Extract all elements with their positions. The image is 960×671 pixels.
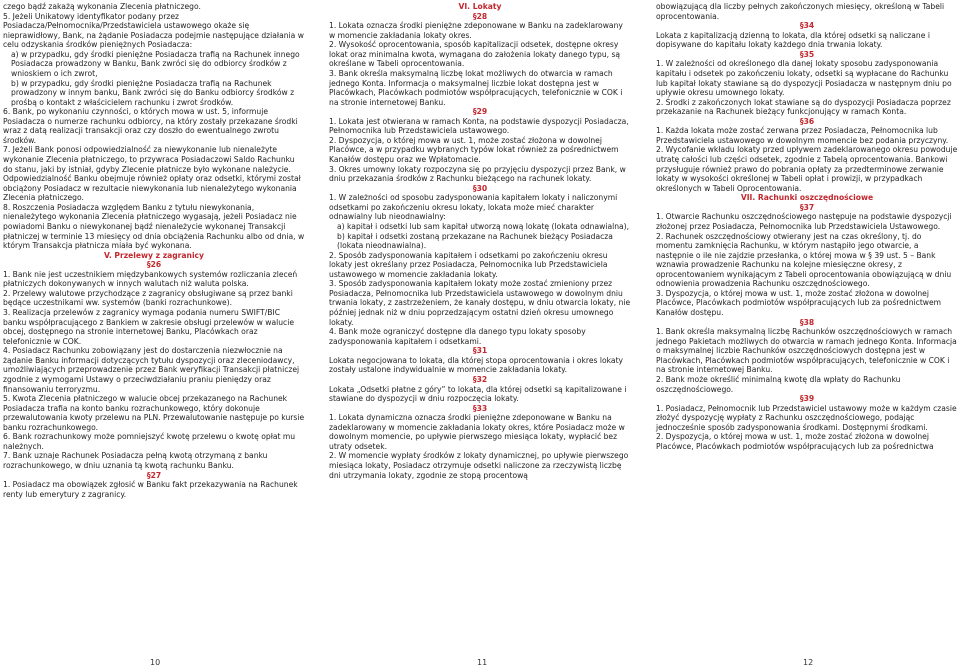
paragraph: 3. Dyspozycja, o której mowa w ust. 1, może zostać złożona w dowolnej Placówce, Placówkach podmiotów współpracujących lub za pośrednictwem Kanałów dostępu. bbox=[656, 288, 942, 317]
article-number: §29 bbox=[472, 107, 488, 117]
paragraph: 1. Posiadacz, Pełnomocnik lub Przedstawiciel ustawowy może w każdym czasie złożyć dyspozycję wypłaty z Rachunku oszczędnościowego, podając jednocześnie sposób zadysponowania środkami. Dostępnymi środkami. bbox=[656, 403, 957, 432]
paragraph: 1. Bank określa maksymalną liczbę Rachunków oszczędnościowych w ramach jednego Pakietach możliwych do otwarcia w ramach jednego Konta. Informacja o maksymalnej liczbie Rachunków oszczędnościowych dostępna jest w Placówkach, Placówkach podmiotów współpracujących, telefonicznie w COK i na stronie internetowej Banku. bbox=[656, 327, 957, 375]
paragraph: 1. Lokata dynamiczna oznacza środki pieniężne zdeponowane w Banku na zadeklarowany w momencie zakładania lokaty okres, które Posiadacz może w dowolnym momencie, po upływie pierwszego miesiąca lokaty, wypłacić bez utraty odsetek. bbox=[329, 413, 625, 451]
paragraph: 2. Dyspozycja, o której mowa w ust. 1, może zostać złożona w dowolnej Placówce, a w przypadku wybranych typów lokat również za pośrednictwem Kanałów dostępu oraz we Wpłatomacie. bbox=[329, 135, 619, 164]
paragraph: Lokata „Odsetki płatne z góry” to lokata, dla której odsetki są kapitalizowane i stawiane do dyspozycji w dniu rozpoczęcia lokaty. bbox=[329, 384, 627, 404]
article-number: §33 bbox=[472, 403, 488, 413]
paragraph: 1. Lokata jest otwierana w ramach Konta, na podstawie dyspozycji Posiadacza, Pełnomocnika lub Przedstawiciela ustawowego. bbox=[329, 116, 629, 136]
paragraph: 5. Kwota Zlecenia płatniczego w walucie obcej przekazanego na Rachunek Posiadacza trafia na konto banku rozrachunkowego, który dokonuje przewalutowania kwoty przelewu na PLN. Przewalutowanie następuje po kursie banku rozrachunkowego. bbox=[3, 394, 305, 432]
paragraph: 3. Okres umowny lokaty rozpoczyna się po przyjęciu dyspozycji przez Bank, w dniu przekazania środków z Rachunku bieżącego na rachunek lokaty. bbox=[329, 164, 626, 184]
paragraph: 1. W zależności od sposobu zadysponowania kapitałem lokaty i naliczonymi odsetkami po zakończeniu okresu lokaty, lokata może mieć charakter odnawialny lub nieodnawialny: bbox=[329, 193, 618, 222]
article-number: §28 bbox=[472, 11, 488, 21]
page-number-middle: 11 bbox=[477, 658, 488, 667]
paragraph: 1. Każda lokata może zostać zerwana przez Posiadacza, Pełnomocnika lub Przedstawiciela ustawowego w dowolnym momencie bez podania przyczyny. bbox=[656, 126, 949, 145]
page-middle-column bbox=[329, 2, 631, 480]
article-number: §32 bbox=[472, 374, 488, 384]
paragraph: 2. Wysokość oprocentowania, sposób kapitalizacji odsetek, dostępne okresy lokat oraz minimalna kwota, wymagana do założenia lokaty danego typu, są określane w Tabeli oprocentowania. bbox=[329, 40, 621, 69]
article-number: §31 bbox=[472, 346, 488, 356]
paragraph: 3. Bank określa maksymalną liczbę lokat możliwych do otwarcia w ramach jednego Konta. Informacja o maksymalnej liczbie lokat dostępna jest w Placówkach, Placówkach podmiotów współpracujących, telefonicznie w COK i na stronie internetowej Banku. bbox=[329, 68, 623, 107]
sub-paragraph: a) w przypadku, gdy środki pieniężne Posiadacza trafią na Rachunek innego Posiadacza prowadzony w Banku, Bank zwróci się do odbiorcy środków z wnioskiem o ich zwrot, bbox=[11, 49, 300, 78]
paragraph: 1. W zależności od określonego dla danej lokaty sposobu zadysponowania kapitału i odsetek po zakończeniu lokaty, odsetki są wypłacane do Rachunku lub kapitał lokaty stawiane są do dyspozycji Posiadacza w następnym dniu po upływie okresu umownego lokaty. bbox=[656, 59, 952, 98]
article-number: §27 bbox=[146, 470, 162, 480]
page-right-column bbox=[656, 2, 958, 451]
paragraph: czego bądź zakażą wykonania Zlecenia płatniczego. bbox=[3, 2, 201, 11]
paragraph: 7. Bank uznaje Rachunek Posiadacza pełną kwotą otrzymaną z banku rozrachunkowego, w dniu uznania tą kwotą rachunku Banku. bbox=[3, 451, 268, 470]
article-number: §26 bbox=[146, 260, 162, 270]
article-number: §35 bbox=[799, 49, 815, 59]
paragraph: 1. Bank nie jest uczestnikiem międzybankowych systemów rozliczania zleceń płatniczych dokonywanych w innych walutach niż waluta polska. bbox=[3, 269, 298, 289]
paragraph: 1. Posiadacz ma obowiązek zgłosić w Banku fakt przekazywania na Rachunek renty lub emerytury z zagranicy. bbox=[3, 480, 298, 499]
sub-paragraph: b) w przypadku, gdy środki pieniężne Posiadacza trafią na Rachunek prowadzony w innym banku, Bank zwróci się do Banku odbiorcy środków z prośbą o kontakt z właścicielem rachunku i zwrot środków. bbox=[11, 78, 295, 107]
paragraph: 6. Bank, po wykonaniu czynności, o których mowa w ust. 5, informuje Posiadacza o numerze rachunku odbiorcy, na który zostały przekazane środki wraz z datą realizacji transakcji oraz czy doszło do ewentualnego zwrotu środków. bbox=[3, 107, 298, 145]
article-number: §30 bbox=[472, 183, 488, 193]
paragraph: 1. Lokata oznacza środki pieniężne zdeponowane w Banku na zadeklarowany w momencie zakładania lokaty okres. bbox=[329, 21, 623, 40]
article-number: §38 bbox=[799, 317, 815, 327]
section-heading: V. Przelewy z zagranicy bbox=[103, 250, 205, 260]
paragraph: 6. Bank rozrachunkowy może pomniejszyć kwotę przelewu o kwotę opłat mu należnych. bbox=[3, 432, 296, 451]
paragraph: 2. Wycofanie wkładu lokaty przed upływem zadeklarowanego okresu powoduje utratę całości lub części odsetek, zgodnie z Tabelą oprocentowania. Bankowi przysługuje również prawo do pobrania opłaty za przedterminowe zerwanie lokaty w wysokości określonej w Tabeli opłat i prowizji, w przypadkach określonych w Tabeli Oprocentowania. bbox=[656, 145, 958, 193]
section-heading: VI. Lokaty bbox=[458, 2, 502, 11]
paragraph: 2. W momencie wypłaty środków z lokaty dynamicznej, po upływie pierwszego miesiąca lokaty, Posiadacz otrzymuje odsetki naliczone za rzeczywistą liczbę dni utrzymania lokaty, zgodnie ze stopą procentową bbox=[329, 451, 629, 480]
paragraph: 4. Posiadacz Rachunku zobowiązany jest do dostarczenia niezwłocznie na żądanie Banku informacji dotyczących tytułu dyspozycji oraz zleceniodawcy, umożliwiających przeprowadzenie przez Bank weryfikacji Transakcji płatniczej zgodnie z wymogami Ustawy o przeciwdziałaniu praniu pieniędzy oraz finansowaniu terroryzmu. bbox=[3, 346, 300, 394]
section-heading: VII. Rachunki oszczędnościowe bbox=[740, 193, 874, 203]
article-number: §39 bbox=[799, 394, 815, 404]
paragraph: Lokata z kapitalizacją dzienną to lokata, dla której odsetki są naliczane i dopisywane do kapitału lokaty każdego dnia trwania lokaty. bbox=[656, 30, 930, 50]
article-number: §37 bbox=[799, 202, 815, 212]
page-number-right: 12 bbox=[803, 658, 814, 667]
page-left-column bbox=[3, 2, 305, 499]
paragraph: 2. Sposób zadysponowania kapitałem i odsetkami po zakończeniu okresu lokaty jest określany przez Posiadacza, Pełnomocnika lub Przedstawiciela ustawowego w momencie zakładania lokaty. bbox=[329, 250, 608, 279]
paragraph: obowiązującą dla liczby pełnych zakończonych miesięcy, określoną w Tabeli oprocentowania. bbox=[656, 2, 945, 21]
paragraph: 2. Dyspozycja, o której mowa w ust. 1, może zostać złożona w dowolnej Placówce, Placówkach podmiotów współpracujących lub za pośrednictwa bbox=[656, 432, 934, 451]
paragraph: 3. Sposób zadysponowania kapitałem lokaty może zostać zmieniony przez Posiadacza, Pełnomocnika lub Przedstawiciela ustawowego w dowolnym dniu trwania lokaty, z zastrzeżeniem, że kanały dostępu, w dniu otwarcia lokaty, nie później jednak niż w dniu poprzedzającym ostatni dzień okresu umownego lokaty. bbox=[329, 279, 631, 327]
paragraph: 4. Bank może ograniczyć dostępne dla danego typu lokaty sposoby zadysponowania kapitałem i odsetkami. bbox=[329, 327, 586, 346]
paragraph: 2. Przelewy walutowe przychodzące z zagranicy obsługiwane są przez banki będące uczestnikami ww. systemów (banki rozrachunkowe). bbox=[3, 288, 293, 308]
paragraph: 2. Bank może określić minimalną kwotę dla wpłaty do Rachunku oszczędnościowego. bbox=[656, 374, 901, 394]
sub-paragraph: a) kapitał i odsetki lub sam kapitał utworzą nową lokatę (lokata odnawialna), bbox=[337, 221, 630, 231]
sub-paragraph: b) kapitał i odsetki zostaną przekazane na Rachunek bieżący Posiadacza (lokata nieodnawialna). bbox=[337, 231, 613, 251]
paragraph: 2. Środki z zakończonych lokat stawiane są do dyspozycji Posiadacza poprzez przekazanie na Rachunek bieżący funkcjonujący w ramach Konta. bbox=[656, 97, 951, 117]
article-number: §34 bbox=[799, 21, 815, 31]
paragraph: 7. Jeżeli Bank ponosi odpowiedzialność za niewykonanie lub nienależyte wykonanie Zlecenia płatniczego, to przywraca Posiadaczowi Saldo Rachunku do stanu, jaki by istniał, gdyby Zlecenie płatnicze było wykonane należycie. Odpowiedzialność Banku obejmuje również opłaty oraz odsetki, którymi został obciążony Posiadacz w rezultacie niewykonania lub nienależytego wykonania Zlecenia płatniczego. bbox=[3, 145, 301, 203]
paragraph: Lokata negocjowana to lokata, dla której stopa oprocentowania i okres lokaty zostały ustalone indywidualnie w momencie zakładania lokaty. bbox=[329, 355, 624, 375]
paragraph: 8. Roszczenia Posiadacza względem Banku z tytułu niewykonania, nienależytego wykonania Zlecenia płatniczego wygasają, jeżeli Posiadacz nie powiadomi Banku o niewykonanej bądź nienależycie wykonanej Transakcji płatniczej w terminie 13 miesięcy od dnia obciążenia Rachunku albo od dnia, w którym Transakcja płatnicza miała być wykonana. bbox=[3, 202, 305, 251]
paragraph: 1. Otwarcie Rachunku oszczędnościowego następuje na podstawie dyspozycji złożonej przez Posiadacza, Pełnomocnika lub Przedstawiciela Ustawowego. bbox=[656, 212, 952, 231]
paragraph: 2. Rachunek oszczędnościowy otwierany jest na czas określony, tj. do momentu zamknięcia Rachunku, w którym nastąpiło jego otwarcie, a następnie o ile nie zajdzie przesłanka, o której mowa w § 39 ust. 5 – Bank wznawia prowadzenie Rachunku na kolejne miesięczne okresy, z oprocentowaniem wynikającym z Tabeli oprocentowania obowiązującą w dniu odnowienia prowadzenia Rachunku oszczędnościowego. bbox=[656, 231, 952, 289]
paragraph: 3. Realizacja przelewów z zagranicy wymaga podania numeru SWIFT/BIC banku współpracującego z Bankiem w zakresie obsługi przelewów w walucie obcej, dostępnego na stronie internetowej Banku, Placówkach oraz telefonicznie w COK. bbox=[3, 308, 295, 346]
paragraph: 5. Jeżeli Unikatowy identyfikator podany przez Posiadacza/Pełnomocnika/Przedstawiciela ustawowego okaże się nieprawidłowy, Bank, na żądanie Posiadacza podejmie następujące działania w celu odzyskania środków pieniężnych Posiadacza: bbox=[3, 11, 304, 50]
page-number-left: 10 bbox=[150, 658, 161, 667]
article-number: §36 bbox=[799, 116, 815, 126]
